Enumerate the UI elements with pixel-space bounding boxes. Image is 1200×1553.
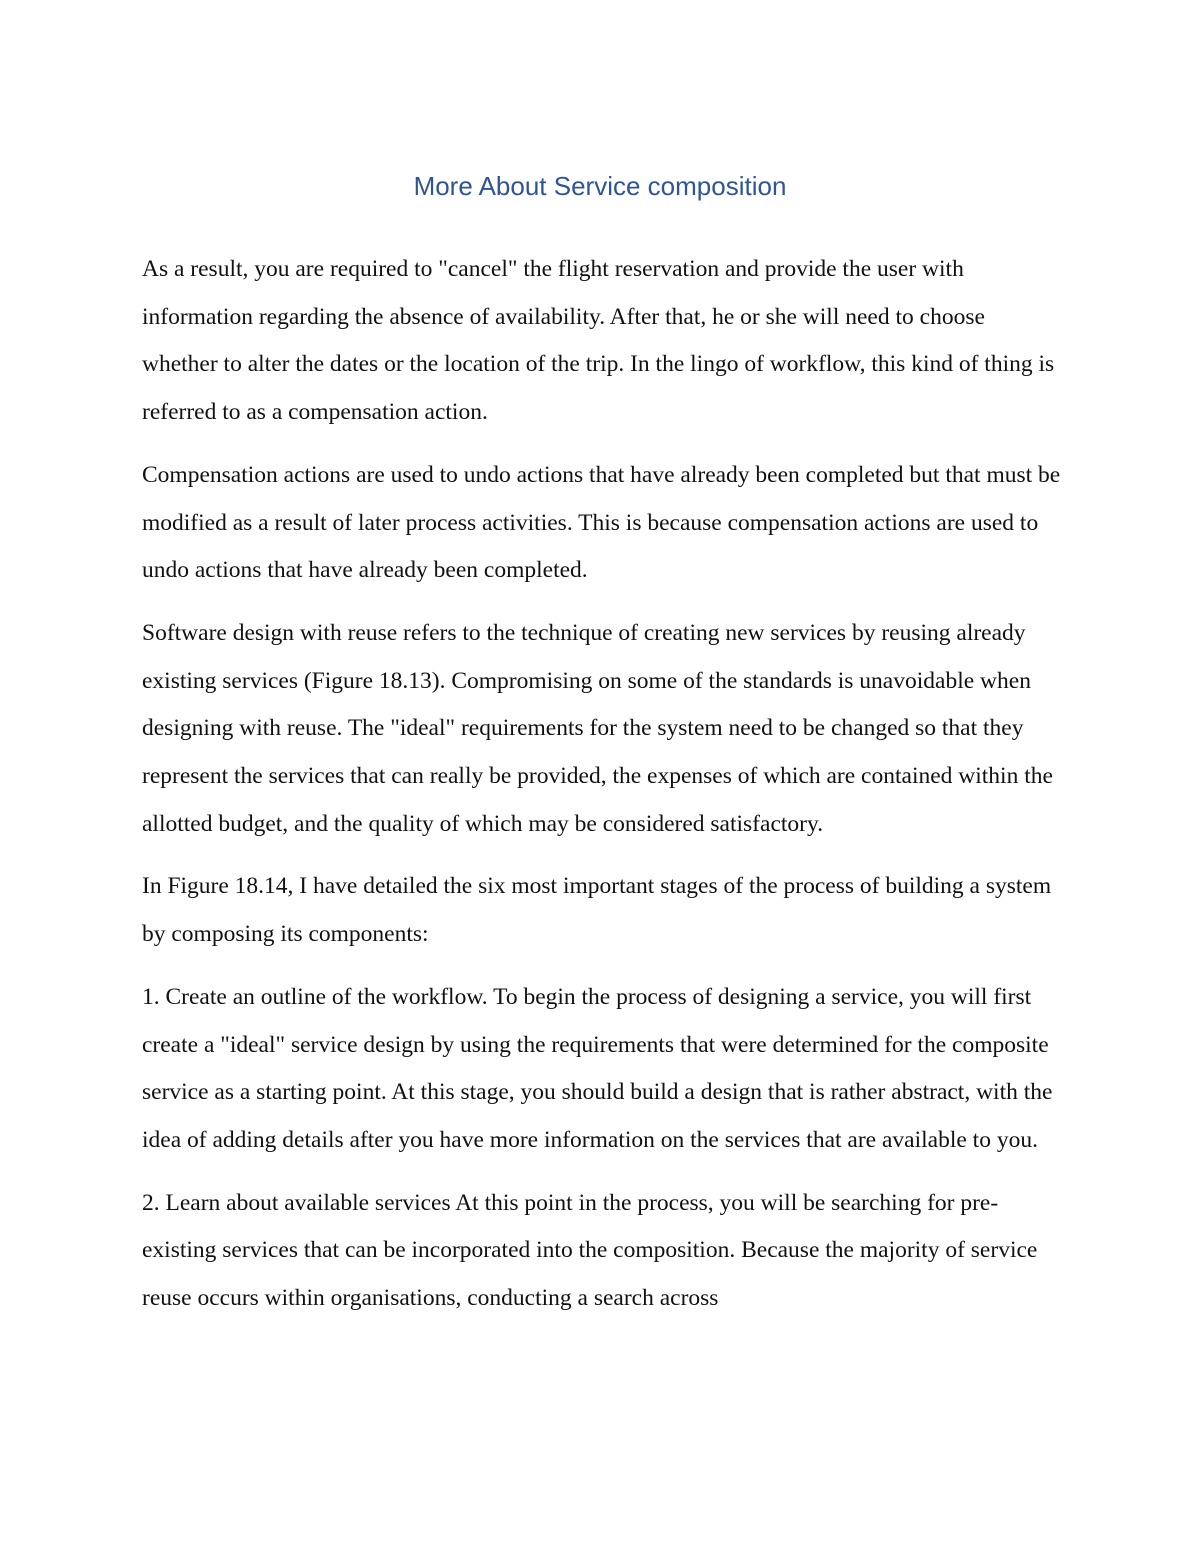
paragraph-six-stages-intro: In Figure 18.14, I have detailed the six most important stages of the process of building a system by composing its components: [142,873,1052,948]
paragraph-stage-1-workflow-outline: 1. Create an outline of the workflow. To begin the process of designing a service, you will first create a "ideal" service design by using the requirements that were determined for the composite service as a starting point. At this stage, you should build a design that is rather abstract, with the idea of adding details after you have more information on the services that are available to you. [142,983,1053,1153]
document-body [142,246,1062,1338]
paragraph-design-with-reuse: Software design with reuse refers to the technique of creating new services by reusing already existing services (Figure 18.13). Compromising on some of the standards is unavoidable when designing with reuse. The "ideal" requirements for the system need to be changed so that they represent the services that can really be provided, the expenses of which are contained within the allotted budget, and the quality of which may be considered satisfactory. [142,619,1053,837]
paragraph-compensation-intro: As a result, you are required to "cancel" the flight reservation and provide the user with information regarding the absence of availability. After that, he or she will need to choose whether to alter the dates or the location of the trip. In the lingo of workflow, this kind of thing is referred to as a compensation action. [142,256,1055,426]
paragraph-compensation-actions: Compensation actions are used to undo actions that have already been completed but that must be modified as a result of later process activities. This is because compensation actions are used to undo actions that have already been completed. [142,461,1061,584]
paragraph-stage-2-available-services: 2. Learn about available services At this point in the process, you will be searching for pre-existing services that can be incorporated into the composition. Because the majority of service reuse occurs within organisations, conducting a search across [142,1189,1038,1312]
document-title: More About Service composition [413,171,787,201]
